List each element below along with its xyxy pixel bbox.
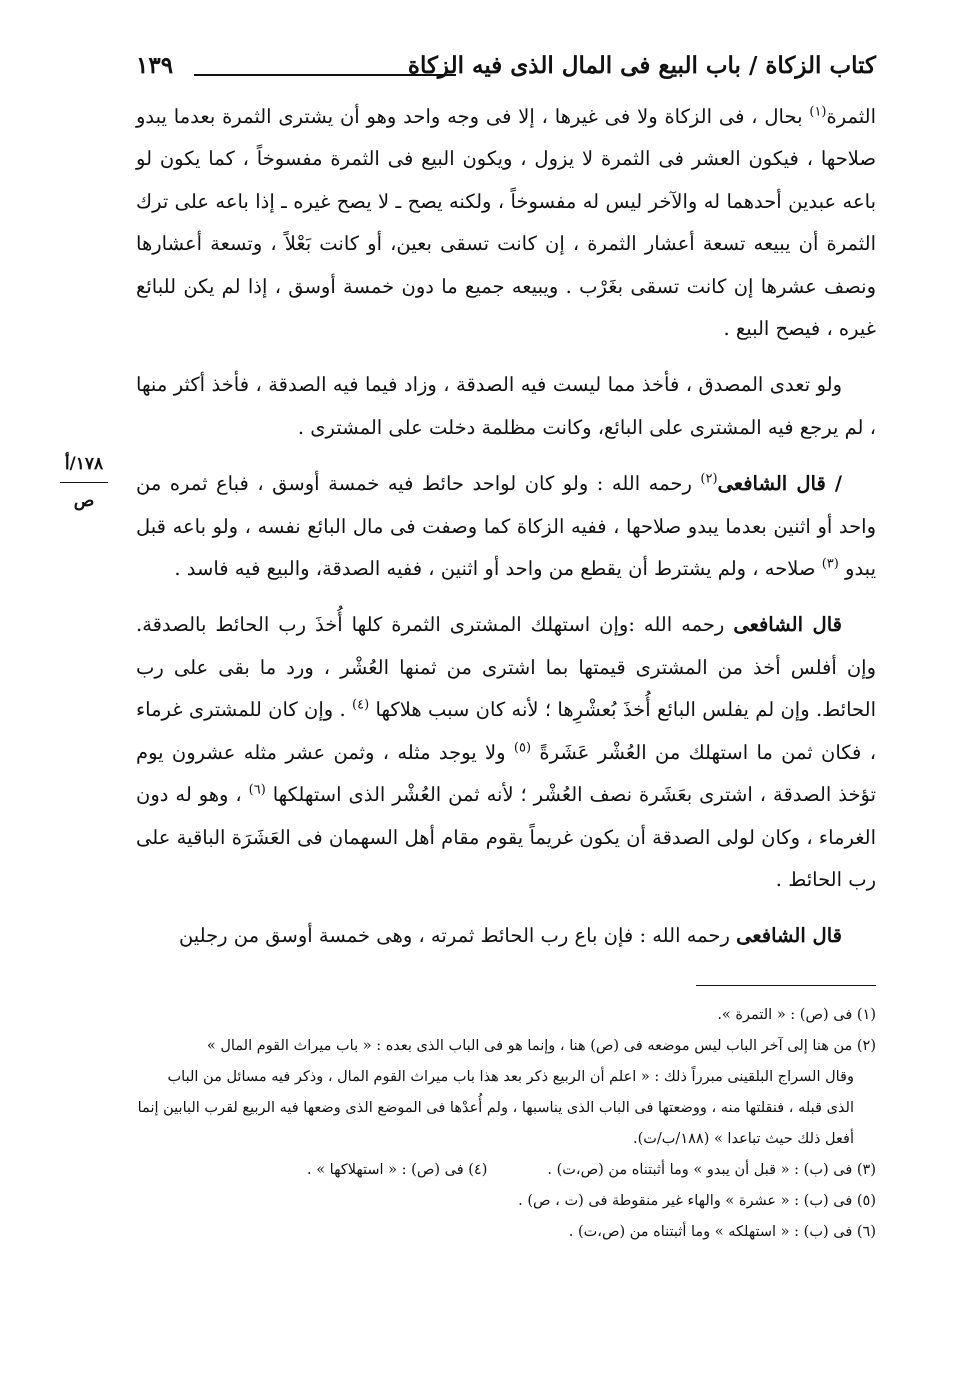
paragraph [136, 96, 876, 350]
header-rule [194, 74, 456, 76]
text-run: ، وهو له دون الغرماء ، وكان لولى الصدقة أن يكون غريماً يقوم مقام أهل السهمان فى العَشَرَة الباقية على رب الحائط . [136, 783, 876, 891]
footnote-5: (٥) فى (ب) : « عشرة » والهاء غير منقوطة فى (ت ، ص) . [518, 1193, 876, 1209]
footnote-2: (٢) من هنا إلى آخر الباب ليس موضعه فى (ص) هنا ، وإنما هو فى الباب الذى بعده : « باب ميراث القوم المال » [206, 1038, 876, 1054]
footnote-row-3-4 [136, 1155, 876, 1186]
text-run: الثمرة [826, 105, 876, 128]
footnote-reference: (١) [809, 104, 827, 120]
folio-rule [60, 482, 108, 483]
footnote-separator [696, 985, 876, 986]
footnote-reference: (٤) [352, 697, 370, 713]
text-run: صلاحه ، ولم يشترط أن يقطع من واحد أو اثنين ، ففيه الصدقة، والبيع فيه فاسد . [174, 557, 822, 581]
paragraph [136, 364, 876, 449]
paragraph [136, 915, 876, 957]
speaker-attribution: / قال الشافعى [717, 472, 843, 496]
page-header [136, 52, 876, 92]
paragraph [136, 604, 876, 901]
text-run: رحمه الله : ولو كان لواحد حائط فيه خمسة أوسق ، فباع ثمره من واحد أو اثنين بعدما يبدو صلاحها ، ففيه الزكاة كما وصفت فى مال البائع نفسه ، ولو باعه قبل يبدو [136, 472, 876, 581]
text-run: بحال ، فى الزكاة ولا فى غيرها ، إلا فى وجه واحد وهو أن يشترى الثمرة بعدما يبدو صلاحها ، فيكون العشر فى الثمرة لا يزول ، ويكون البيع فى الثمرة مفسوخاً ، كما يكون لو باعه عبدين أحدهما له والآخر ليس له مفسوخاً ، ولكنه يصح ـ لا يصح غيره ـ إذا باعه على ترك الثمرة أن يبيعه تسعة أعشار الثمرة ، إن كانت تسقى بعين، أو كانت بَعْلاً ، وتسعة أعشارها ونصف عشرها إن كانت تسقى بغَرْب . ويبيعه جميع ما دون خمسة أوسق ، إذا لم يكن للبائع غيره ، فيصح البيع . [136, 105, 876, 341]
main-text [136, 96, 876, 972]
paragraph [136, 463, 876, 590]
text-run: ولا يوجد مثله ، وثمن عشر مثله عشرون يوم تؤخذ الصدقة ، اشترى بعَشَرة نصف العُشْر ؛ لأنه ثمن العُشْر الذى استهلكها [136, 740, 876, 807]
footnote-2-continuation: وقال السراج البلقينى مبرراً ذلك : « اعلم أن الربيع ذكر بعد هذا باب ميراث القوم المال ، وذكر فيه مسائل من الباب الذى قبله ، فنقلتها منه ، ووضعتها فى الباب الذى يناسبها ، ولم أُعدْها فى الموضع الذى وضعها فيه الربيع لقرب البابين إنما أفعل ذلك حيث تباعدا » (١٨٨/ب/ت). [137, 1069, 854, 1147]
manuscript-folio-note [52, 450, 116, 515]
speaker-attribution: قال الشافعى [736, 924, 842, 948]
text-run: . وإن كان للمشترى غرماء ، فكان ثمن ما استهلك من العُشْر عَشَرةً [136, 698, 877, 764]
footnote-reference: (٥) [513, 740, 532, 756]
footnote-reference: (٣) [821, 556, 839, 572]
text-run: رحمه الله : فإن باع رب الحائط ثمرته ، وهى خمسة أوسق من رجلين [178, 924, 737, 948]
page-number: ١٣٩ [136, 52, 174, 79]
footnote-reference: (٢) [700, 471, 718, 487]
footnote-6: (٦) فى (ب) : « استهلكه » وما أثبتناه من (ص،ت) . [568, 1224, 876, 1240]
running-title: كتاب الزكاة / باب البيع فى المال الذى فيه الزكاة [407, 52, 876, 79]
footnote-1: (١) فى (ص) : « التمرة ». [717, 1007, 876, 1023]
footnote-3: (٣) فى (ب) : « قبل أن يبدو » وما أثبتناه من (ص،ت) . [547, 1162, 876, 1178]
footnote-reference: (٦) [248, 782, 266, 798]
footnotes [136, 1000, 876, 1248]
speaker-attribution: قال الشافعى [733, 613, 842, 637]
text-run: ولو تعدى المصدق ، فأخذ مما ليست فيه الصدقة ، وزاد فيما فيه الصدقة ، فأخذ أكثر منها ، لم يرجع فيه المشترى على البائع، وكانت مظلمة دخلت على المشترى . [136, 373, 876, 439]
footnote-4: (٤) فى (ص) : « استهلاكها » . [306, 1162, 488, 1178]
text-run: رحمه الله :وإن استهلك المشترى الثمرة كلها أُخذَ رب الحائط بالصدقة. وإن أفلس أخذ من المشترى قيمتها بما اشترى من ثمنها العُشْر ، ورد ما بقى على رب الحائط. وإن لم يفلس البائع أُخذَ بُعشْرِها ؛ لأنه كان سبب هلاكها [136, 613, 876, 722]
folio-number: ١٧٨/أ [64, 454, 104, 474]
folio-siglum: ص [73, 491, 95, 511]
